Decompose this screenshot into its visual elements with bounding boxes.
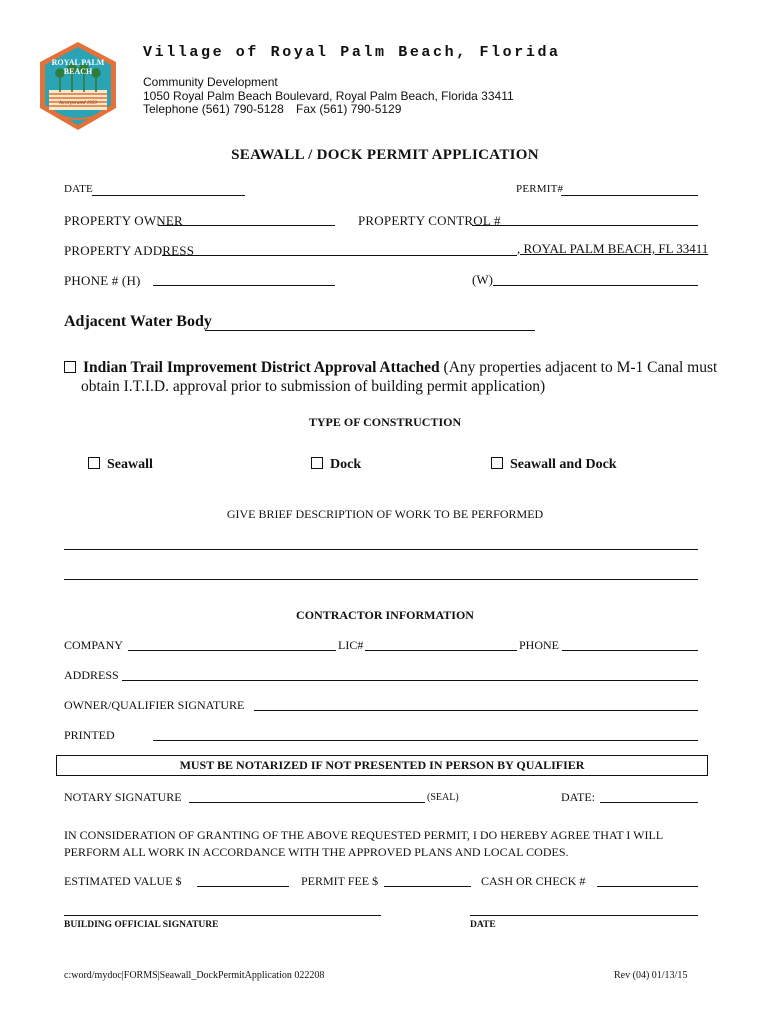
construction-heading: TYPE OF CONSTRUCTION [308, 415, 462, 429]
org-title: Village of Royal Palm Beach, Florida [143, 44, 561, 61]
contractor-phone-label: PHONE [519, 638, 560, 652]
phone-home-field[interactable] [153, 285, 335, 286]
footer-revision: Rev (04) 01/13/15 [614, 970, 688, 981]
official-signature-label: BUILDING OFFICIAL SIGNATURE [64, 920, 219, 930]
property-control-label: PROPERTY CONTROL # [358, 213, 501, 228]
description-line-1[interactable] [64, 549, 698, 550]
seal-label: (SEAL) [427, 792, 459, 803]
description-line-2[interactable] [64, 579, 698, 580]
option-dock[interactable] [311, 457, 361, 473]
company-field[interactable] [128, 650, 336, 651]
notary-date-field[interactable] [600, 802, 698, 803]
logo-text-top: ROYAL PALM BEACH [51, 58, 105, 76]
option-seawall[interactable] [88, 457, 153, 473]
property-address-field[interactable] [162, 255, 517, 256]
cash-check-field[interactable] [597, 886, 698, 887]
lic-label: LIC# [338, 638, 364, 652]
department-fax: Fax (561) 790-5129 [296, 102, 402, 116]
lic-field[interactable] [365, 650, 517, 651]
itid-checkbox[interactable] [64, 361, 76, 373]
agreement-line-2: PERFORM ALL WORK IN ACCORDANCE WITH THE APPROVED PLANS AND LOCAL CODES. [64, 845, 569, 859]
address-suffix: , ROYAL PALM BEACH, FL 33411 [517, 241, 709, 256]
official-date-field[interactable] [470, 915, 698, 916]
notary-signature-field[interactable] [189, 802, 425, 803]
date-field[interactable] [92, 195, 245, 196]
department-telephone: Telephone (561) 790-5128 [143, 102, 284, 116]
agreement-line-1: IN CONSIDERATION OF GRANTING OF THE ABOVE REQUESTED PERMIT, I DO HEREBY AGREE THAT I WILL [64, 828, 664, 842]
itid-line-1 [64, 359, 717, 377]
seawall-checkbox[interactable] [88, 457, 100, 469]
property-owner-field[interactable] [158, 225, 335, 226]
option-seawall-label: Seawall [107, 457, 153, 472]
option-seawall-and-dock[interactable] [491, 457, 617, 473]
itid-line-1-rest: (Any properties adjacent to M-1 Canal must [439, 359, 718, 376]
date-label: DATE [64, 183, 93, 195]
description-heading: GIVE BRIEF DESCRIPTION OF WORK TO BE PERFORMED [226, 507, 544, 521]
permit-fee-label: PERMIT FEE $ [301, 874, 379, 888]
permit-label: PERMIT# [516, 183, 564, 195]
water-body-field[interactable] [205, 330, 535, 331]
notary-signature-label: NOTARY SIGNATURE [64, 790, 182, 804]
qualifier-signature-label: OWNER/QUALIFIER SIGNATURE [64, 698, 245, 712]
official-signature-field[interactable] [64, 915, 381, 916]
phone-home-label: PHONE # (H) [64, 273, 141, 288]
official-date-label: DATE [470, 920, 496, 930]
contractor-address-label: ADDRESS [64, 668, 119, 682]
property-owner-label: PROPERTY OWNER [64, 213, 183, 228]
printed-label: PRINTED [64, 728, 115, 742]
notary-date-label: DATE: [561, 790, 595, 804]
water-body-label: Adjacent Water Body [64, 313, 212, 330]
phone-work-label: (W) [472, 272, 493, 287]
seawall-and-dock-checkbox[interactable] [491, 457, 503, 469]
option-dock-label: Dock [330, 457, 362, 472]
cash-check-label: CASH OR CHECK # [481, 874, 586, 888]
dock-checkbox[interactable] [311, 457, 323, 469]
itid-line-2: obtain I.T.I.D. approval prior to submission of building permit application) [81, 378, 546, 395]
printed-field[interactable] [153, 740, 698, 741]
phone-work-field[interactable] [493, 285, 698, 286]
contractor-address-field[interactable] [122, 680, 698, 681]
contractor-heading: CONTRACTOR INFORMATION [296, 608, 474, 622]
property-control-field[interactable] [472, 225, 698, 226]
permit-field[interactable] [561, 195, 698, 196]
estimated-value-field[interactable] [197, 886, 289, 887]
estimated-value-label: ESTIMATED VALUE $ [64, 874, 182, 888]
company-label: COMPANY [64, 638, 123, 652]
contractor-phone-field[interactable] [562, 650, 698, 651]
department-address: 1050 Royal Palm Beach Boulevard, Royal Palm Beach, Florida 33411 [143, 89, 514, 103]
option-seawall-and-dock-label: Seawall and Dock [510, 457, 617, 472]
property-address-label: PROPERTY ADDRESS [64, 243, 195, 258]
notary-notice: MUST BE NOTARIZED IF NOT PRESENTED IN PERSON BY QUALIFIER [179, 758, 585, 772]
permit-fee-field[interactable] [384, 886, 471, 887]
logo-text-bottom: Incorporated 1959 [59, 101, 97, 106]
department-name: Community Development [143, 75, 278, 89]
form-title: SEAWALL / DOCK PERMIT APPLICATION [231, 147, 539, 163]
footer-file-path: c:word/mydoc|FORMS|Seawall_DockPermitApplication 022208 [64, 970, 325, 981]
qualifier-signature-field[interactable] [254, 710, 698, 711]
itid-title: Indian Trail Improvement District Approval Attached [83, 359, 440, 376]
village-seal-logo [32, 40, 124, 132]
